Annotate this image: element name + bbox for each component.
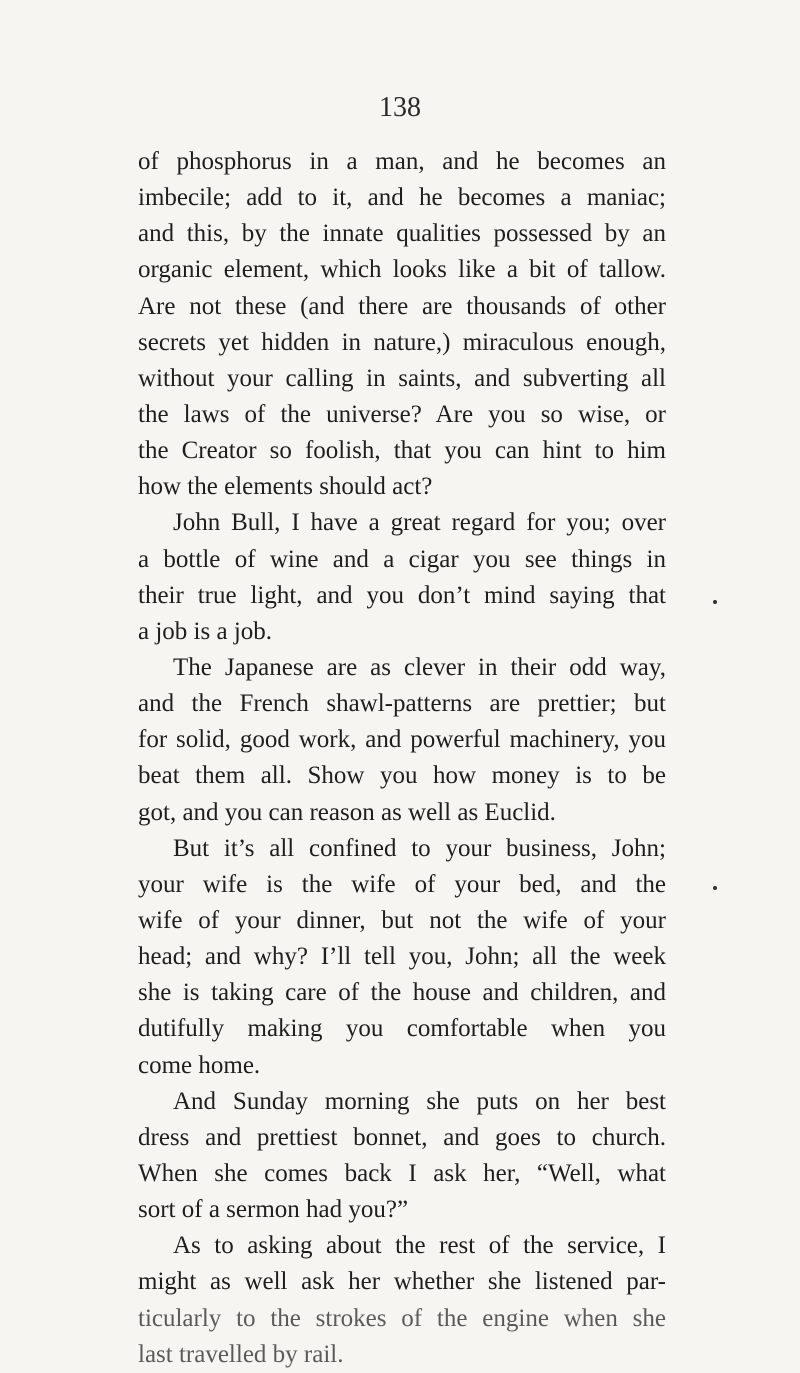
page-number: 138 [379, 92, 421, 123]
text-line: their true light, and you don’t mind saying that [138, 581, 666, 609]
text-line: dress and prettiest bonnet, and goes to church. [138, 1123, 666, 1151]
text-line: imbecile; add to it, and he becomes a maniac; [138, 184, 666, 212]
text-line: Are not these (and there are thousands of other [138, 292, 666, 320]
text-line: how the elements should act? [138, 473, 433, 501]
text-line: head; and why? I’ll tell you, John; all the week [138, 943, 666, 971]
text-line: and this, by the innate qualities possessed by an [138, 220, 666, 248]
text-line: and the French shawl-patterns are prettier; but [138, 690, 666, 718]
text-line: without your calling in saints, and subverting all [138, 364, 666, 392]
text-line: got, and you can reason as well as Euclid. [138, 798, 556, 826]
text-line: As to asking about the rest of the service, I [173, 1232, 666, 1260]
text-line: for solid, good work, and powerful machinery, you [138, 726, 666, 754]
text-line: come home. [138, 1051, 261, 1079]
text-line: But it’s all confined to your business, John; [173, 834, 666, 862]
text-line: of phosphorus in a man, and he becomes an [138, 148, 666, 175]
text-line: a job is a job. [138, 617, 273, 645]
margin-speck [713, 886, 717, 890]
text-line: beat them all. Show you how money is to be [138, 762, 666, 790]
text-line: ticularly to the strokes of the engine when she [138, 1304, 666, 1332]
text-line: your wife is the wife of your bed, and the [138, 870, 666, 898]
text-line: wife of your dinner, but not the wife of your [138, 906, 666, 934]
text-line: secrets yet hidden in nature,) miraculous enough, [138, 328, 666, 356]
text-line: last travelled by rail. [138, 1340, 344, 1368]
text-line: the laws of the universe? Are you so wise, or [138, 400, 666, 428]
text-line: dutifully making you comfortable when you [138, 1015, 666, 1043]
text-line: When she comes back I ask her, “Well, what [138, 1159, 666, 1187]
text-line: sort of a sermon had you?” [138, 1196, 409, 1224]
text-line: John Bull, I have a great regard for you; over [173, 509, 666, 537]
text-line: might as well ask her whether she listened par- [138, 1268, 666, 1296]
text-line: And Sunday morning she puts on her best [173, 1087, 666, 1115]
body-text [138, 144, 666, 1373]
text-line: she is taking care of the house and children, and [138, 979, 666, 1007]
text-line: a bottle of wine and a cigar you see things in [138, 545, 666, 573]
text-line: organic element, which looks like a bit of tallow. [138, 256, 666, 284]
text-line: the Creator so foolish, that you can hint to him [138, 437, 666, 465]
margin-speck [713, 600, 717, 604]
text-line: The Japanese are as clever in their odd way, [173, 653, 666, 681]
